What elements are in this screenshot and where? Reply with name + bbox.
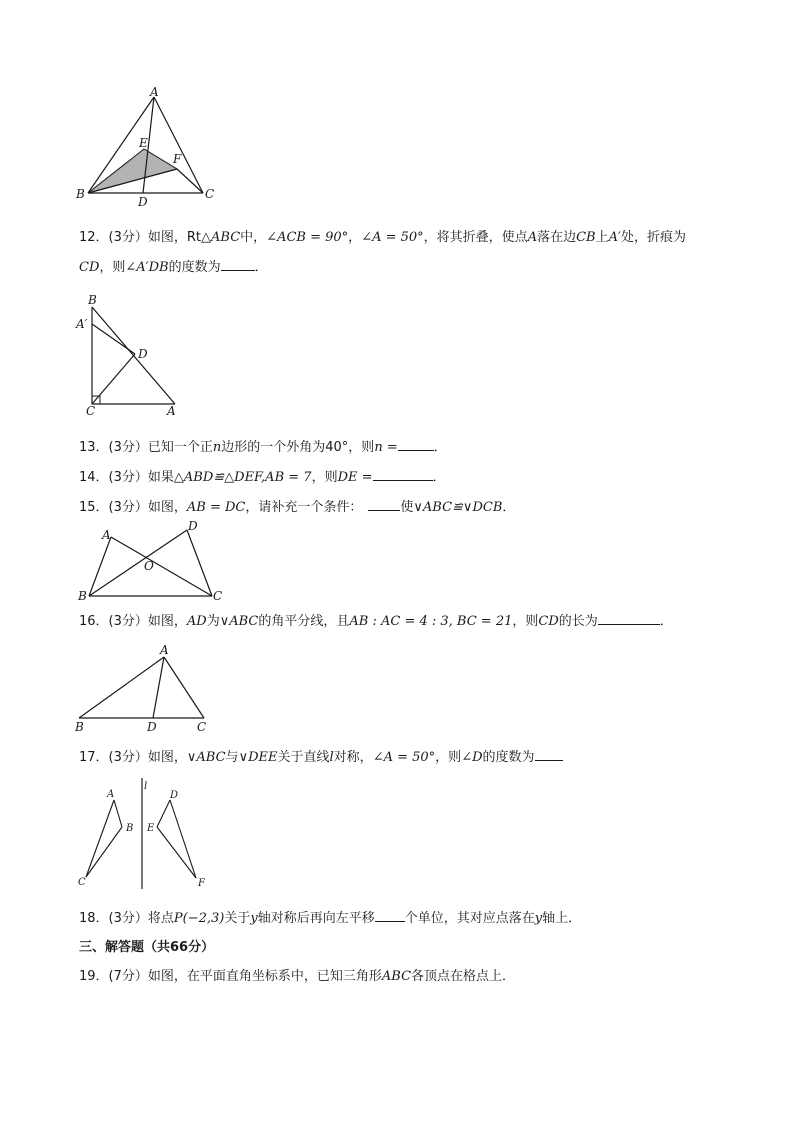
segment-de bbox=[157, 800, 170, 827]
label-c: C bbox=[78, 877, 86, 888]
q17-mid4: ，则 bbox=[435, 750, 462, 765]
q12-text-on: 上 bbox=[595, 230, 609, 245]
label-b: B bbox=[126, 823, 134, 834]
q13-n-eq: n = bbox=[374, 440, 398, 455]
label-c: C bbox=[86, 404, 96, 418]
label-d: D bbox=[138, 347, 148, 361]
q17-abc: ∨ABC bbox=[186, 750, 226, 765]
q12-abc: ABC bbox=[211, 230, 241, 245]
label-e: E bbox=[147, 823, 155, 834]
q15-expression: AB = DC bbox=[186, 500, 246, 515]
label-o: O bbox=[144, 559, 154, 573]
q15-prefix: 15．(3分）如图， bbox=[79, 500, 187, 515]
label-a: A bbox=[150, 85, 159, 99]
label-l: l bbox=[144, 781, 148, 792]
label-a: A bbox=[107, 789, 115, 800]
q16-abc: ∨ABC bbox=[219, 614, 259, 629]
q15-expression-2: ∨ABC≌∨DCB bbox=[413, 500, 503, 515]
segment-ef bbox=[157, 827, 196, 878]
q12-comma: ， bbox=[348, 230, 362, 245]
q12-point-a: A bbox=[527, 230, 538, 245]
q16-cd: CD bbox=[538, 614, 559, 629]
q14-expression: △ABD≌△DEF,AB = 7 bbox=[173, 470, 312, 485]
q12-text-fold: ，将其折叠，使点 bbox=[423, 230, 528, 245]
label-a: A bbox=[167, 404, 176, 418]
q12-angle-a: ∠A = 50° bbox=[361, 230, 424, 245]
label-d: D bbox=[170, 790, 179, 801]
label-a: A bbox=[160, 643, 169, 657]
q14-de: DE = bbox=[337, 470, 373, 485]
q19-prefix: 19．(7分）如图，在平面直角坐标系中，已知三角形 bbox=[79, 969, 382, 984]
q18-y2: y bbox=[534, 911, 543, 926]
q12-point-a-prime: A′ bbox=[608, 230, 621, 245]
q17-angle-d: ∠D bbox=[461, 750, 483, 765]
q18-point-p: P(−2,3) bbox=[173, 911, 225, 926]
q16-prefix: 16．(3分）如图， bbox=[79, 614, 187, 629]
section-3-heading: 三、解答题（共66分） bbox=[79, 940, 215, 955]
q12-triangle-symbol: △ bbox=[201, 230, 212, 245]
label-a: A bbox=[102, 528, 111, 542]
label-f: F bbox=[198, 878, 205, 889]
q12-rt: Rt bbox=[186, 230, 202, 245]
q12-cd: CD bbox=[79, 260, 100, 275]
q17-prefix: 17．(3分）如图， bbox=[79, 750, 187, 765]
label-e: E bbox=[139, 136, 148, 150]
q12-zh: 中， bbox=[240, 230, 267, 245]
label-b: B bbox=[88, 293, 97, 307]
q13-mid: 边形的一个外角为40°，则 bbox=[221, 440, 375, 455]
label-c: C bbox=[213, 589, 223, 603]
q14-mid: ，则 bbox=[311, 470, 338, 485]
q12-text-crease: 处，折痕为 bbox=[620, 230, 686, 245]
q14-prefix: 14．(3分）如果 bbox=[79, 470, 174, 485]
question-19 bbox=[79, 967, 515, 987]
label-c: C bbox=[197, 720, 207, 734]
label-d: D bbox=[138, 195, 148, 209]
q19-abc: ABC bbox=[381, 969, 412, 984]
q17-mid2: 关于直线 bbox=[277, 750, 330, 765]
label-f: F bbox=[173, 152, 182, 166]
q12-suffix: 的度数为 bbox=[168, 260, 221, 275]
q17-mid: 与 bbox=[225, 750, 239, 765]
q16-mid2: 的角平分线，且 bbox=[258, 614, 350, 629]
answer-blank-18[interactable] bbox=[375, 909, 405, 922]
q14-end: ． bbox=[432, 470, 446, 485]
q15-mid: ，请补充一个条件： bbox=[245, 500, 363, 515]
label-a-prime: A′ bbox=[76, 317, 88, 331]
label-d: D bbox=[188, 519, 198, 533]
q18-mid2: 轴对称后再向左平移 bbox=[257, 911, 375, 926]
segment-bc bbox=[86, 827, 122, 877]
question-18 bbox=[79, 909, 581, 929]
segment-ac bbox=[86, 800, 114, 877]
q16-mid4: 的长为 bbox=[558, 614, 598, 629]
q19-end: 各顶点在格点上． bbox=[411, 969, 516, 984]
q16-mid: 为 bbox=[206, 614, 220, 629]
q18-mid3: 个单位，其对应点落在 bbox=[404, 911, 535, 926]
label-b: B bbox=[78, 589, 87, 603]
q12-then: ，则 bbox=[99, 260, 126, 275]
label-b: B bbox=[76, 187, 85, 201]
q13-n: n bbox=[212, 440, 222, 455]
q16-mid3: ，则 bbox=[512, 614, 539, 629]
q12-angle-target: ∠A′DB bbox=[125, 260, 169, 275]
segment-ab bbox=[114, 800, 122, 827]
q17-l: l bbox=[329, 750, 334, 765]
label-d: D bbox=[147, 720, 157, 734]
q15-mid2: 使 bbox=[400, 500, 414, 515]
q18-end: 轴上． bbox=[542, 911, 582, 926]
segment-df bbox=[170, 800, 196, 878]
q13-end: ． bbox=[433, 440, 447, 455]
q17-angle: ∠A = 50° bbox=[372, 750, 436, 765]
q16-end: ． bbox=[659, 614, 673, 629]
q15-end: ． bbox=[502, 500, 516, 515]
q13-prefix: 13．(3分）已知一个正 bbox=[79, 440, 213, 455]
q18-mid: 关于 bbox=[224, 911, 251, 926]
q12-prefix: 12．(3分）如图， bbox=[79, 230, 187, 245]
q12-angle-acb: ∠ACB = 90° bbox=[266, 230, 349, 245]
q17-dee: ∨DEE bbox=[238, 750, 278, 765]
label-b: B bbox=[75, 720, 84, 734]
q16-ratio: AB : AC = 4 : 3, BC = 21 bbox=[349, 614, 513, 629]
q12-end: ． bbox=[254, 260, 268, 275]
q12-text-falls: 落在边 bbox=[537, 230, 577, 245]
label-c: C bbox=[205, 187, 215, 201]
q17-mid3: 对称， bbox=[333, 750, 373, 765]
q16-ad: AD bbox=[186, 614, 207, 629]
q12-side-cb: CB bbox=[576, 230, 596, 245]
q18-prefix: 18．(3分）将点 bbox=[79, 911, 174, 926]
q17-suffix: 的度数为 bbox=[482, 750, 535, 765]
q18-y: y bbox=[250, 911, 258, 926]
